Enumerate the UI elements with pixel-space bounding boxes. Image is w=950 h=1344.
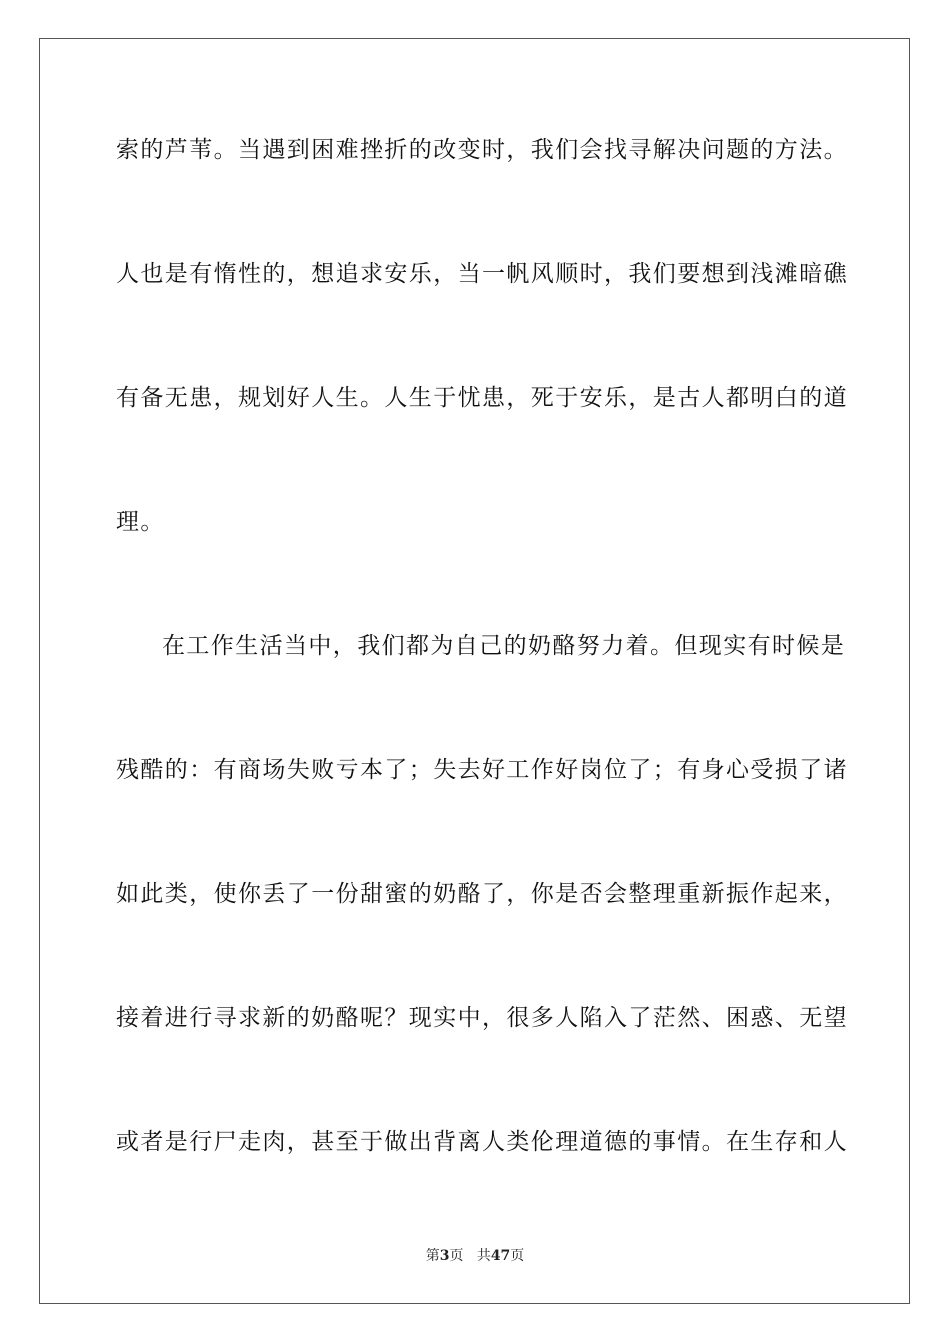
footer-page-suffix: 页: [449, 1248, 464, 1264]
page-border: [39, 38, 910, 1304]
text-line-7: 如此类，使你丢了一份甜蜜的奶酪了，你是否会整理重新振作起来，: [116, 881, 848, 907]
footer-total-prefix: 共: [476, 1248, 491, 1264]
text-line-8: 接着进行寻求新的奶酪呢？现实中，很多人陷入了茫然、困惑、无望: [116, 1005, 848, 1031]
text-line-6: 残酷的：有商场失败亏本了；失去好工作好岗位了；有身心受损了诸: [116, 757, 848, 783]
footer-page-prefix: 第: [425, 1248, 440, 1264]
footer-total-suffix: 页: [510, 1248, 525, 1264]
text-line-4: 理。: [116, 509, 165, 535]
text-line-9: 或者是行尸走肉，甚至于做出背离人类伦理道德的事情。在生存和人: [116, 1129, 848, 1155]
text-line-5-paragraph-start: 在工作生活当中，我们都为自己的奶酪努力着。但现实有时候是: [162, 633, 846, 659]
footer-total-pages: 47: [490, 1248, 511, 1264]
footer-page-number: 3: [439, 1248, 450, 1264]
text-line-3: 有备无患，规划好人生。人生于忧患，死于安乐，是古人都明白的道: [116, 385, 848, 411]
text-line-1: 索的芦苇。当遇到困难挫折的改变时，我们会找寻解决问题的方法。: [116, 137, 848, 163]
text-line-2: 人也是有惰性的，想追求安乐，当一帆风顺时，我们要想到浅滩暗礁: [116, 261, 848, 287]
page-footer: [0, 1247, 950, 1265]
